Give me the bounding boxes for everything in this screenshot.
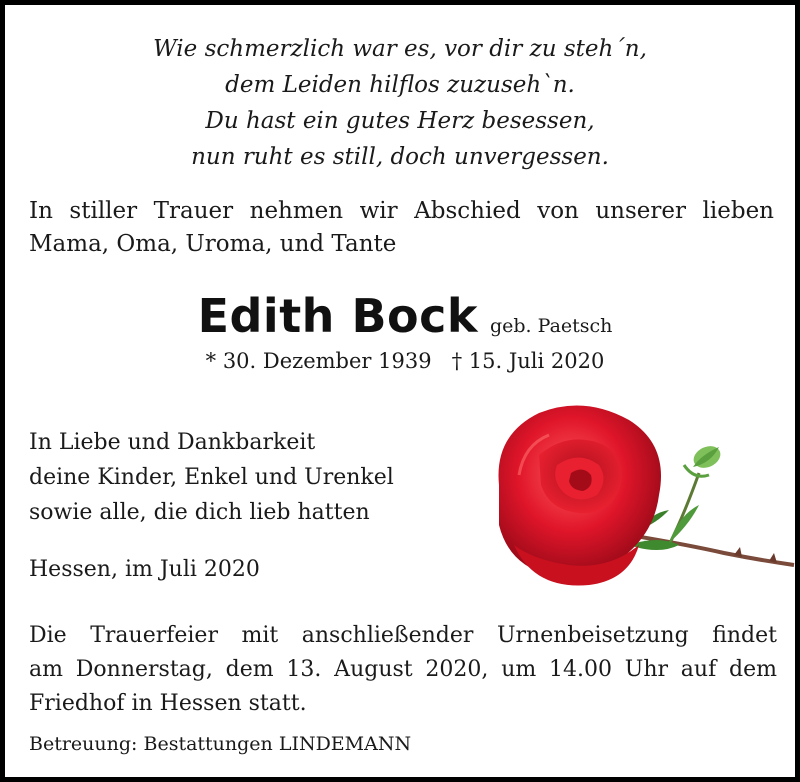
life-dates: [5, 349, 800, 373]
deceased-name: Edith Bock: [197, 289, 478, 343]
birth-date: * 30. Dezember 1939: [205, 349, 432, 373]
place-date: Hessen, im Juli 2020: [29, 557, 260, 582]
poem: [5, 31, 795, 175]
death-date: † 15. Juli 2020: [451, 349, 605, 373]
mourners: [29, 425, 394, 530]
mourners-line: deine Kinder, Enkel und Urenkel: [29, 465, 394, 490]
poem-line: Wie schmerzlich war es, vor dir zu steh´n,: [153, 36, 647, 62]
mourners-line: In Liebe und Dankbarkeit: [29, 430, 316, 455]
funeral-line: Friedhof in Hessen statt.: [29, 691, 307, 716]
maiden-name: geb. Paetsch: [489, 315, 613, 337]
mourners-line: sowie alle, die dich lieb hatten: [29, 500, 370, 525]
poem-line: nun ruht es still, doch unvergessen.: [191, 144, 609, 170]
undertaker-credit: Betreuung: Bestattungen LINDEMANN: [29, 733, 412, 755]
funeral-line: am Donnerstag, dem 13. August 2020, um 14.00 Uhr auf dem: [29, 657, 777, 682]
poem-line: dem Leiden hilflos zuzuseh`n.: [225, 72, 575, 98]
intro-text: [29, 195, 774, 261]
funeral-info: [29, 619, 777, 721]
intro-line: In stiller Trauer nehmen wir Abschied von unserer lieben: [29, 198, 774, 224]
deceased-name-row: [5, 289, 800, 343]
poem-line: Du hast ein gutes Herz besessen,: [205, 108, 595, 134]
funeral-line: Die Trauerfeier mit anschließender Urnenbeisetzung findet: [29, 623, 777, 648]
rose-icon: [479, 395, 799, 595]
intro-line: Mama, Oma, Uroma, und Tante: [29, 231, 397, 257]
